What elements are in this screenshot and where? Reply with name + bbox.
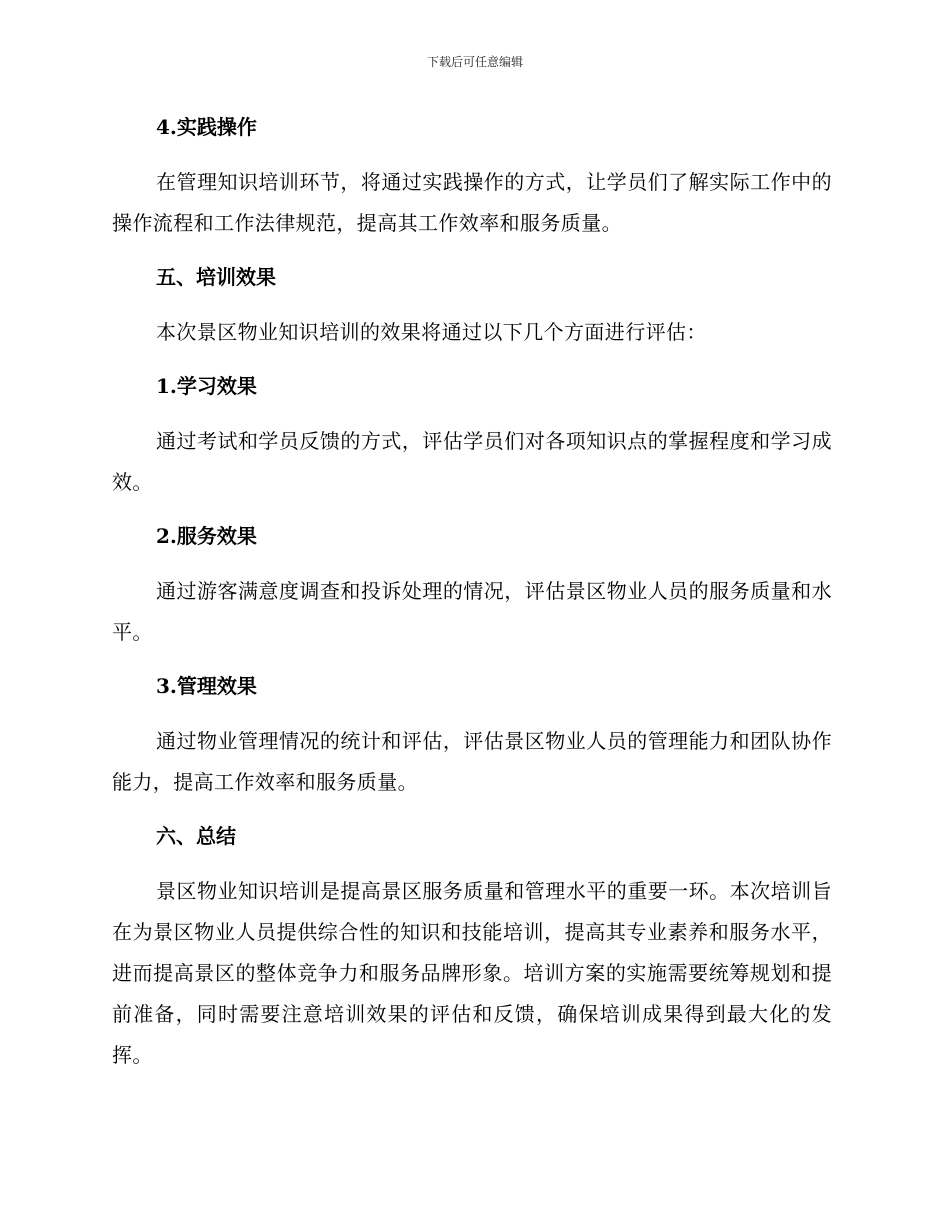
- section-paragraph-service-effect: 通过游客满意度调查和投诉处理的情况，评估景区物业人员的服务质量和水平。: [112, 579, 832, 644]
- section-heading-management-effect: 3.管理效果: [156, 674, 257, 698]
- page-header: 下载后可任意编辑: [426, 55, 523, 69]
- section-heading-training-effect: 五、培训效果: [156, 265, 276, 289]
- section-heading-learning-effect: 1.学习效果: [156, 374, 257, 398]
- section-heading-service-effect: 2.服务效果: [156, 524, 257, 548]
- document-body: [112, 108, 832, 1076]
- section-paragraph-training-effect: 本次景区物业知识培训的效果将通过以下几个方面进行评估：: [156, 320, 707, 344]
- section-paragraph-summary: 景区物业知识培训是提高景区服务质量和管理水平的重要一环。本次培训旨在为景区物业人员提供综合性的知识和技能培训，提高其专业素养和服务水平，进而提高景区的整体竞争力和服务品牌形象。培训方案的实施需要统筹规划和提前准备，同时需要注意培训效果的评估和反馈，确保培训成果得到最大化的发挥。: [112, 879, 832, 1067]
- section-paragraph-learning-effect: 通过考试和学员反馈的方式，评估学员们对各项知识点的掌握程度和学习成效。: [112, 429, 832, 494]
- section-paragraph-management-effect: 通过物业管理情况的统计和评估，评估景区物业人员的管理能力和团队协作能力，提高工作效率和服务质量。: [112, 729, 832, 794]
- section-heading-summary: 六、总结: [156, 824, 236, 848]
- section-heading-practice: 4.实践操作: [156, 115, 257, 139]
- section-paragraph-practice: 在管理知识培训环节，将通过实践操作的方式，让学员们了解实际工作中的操作流程和工作法律规范，提高其工作效率和服务质量。: [112, 170, 832, 235]
